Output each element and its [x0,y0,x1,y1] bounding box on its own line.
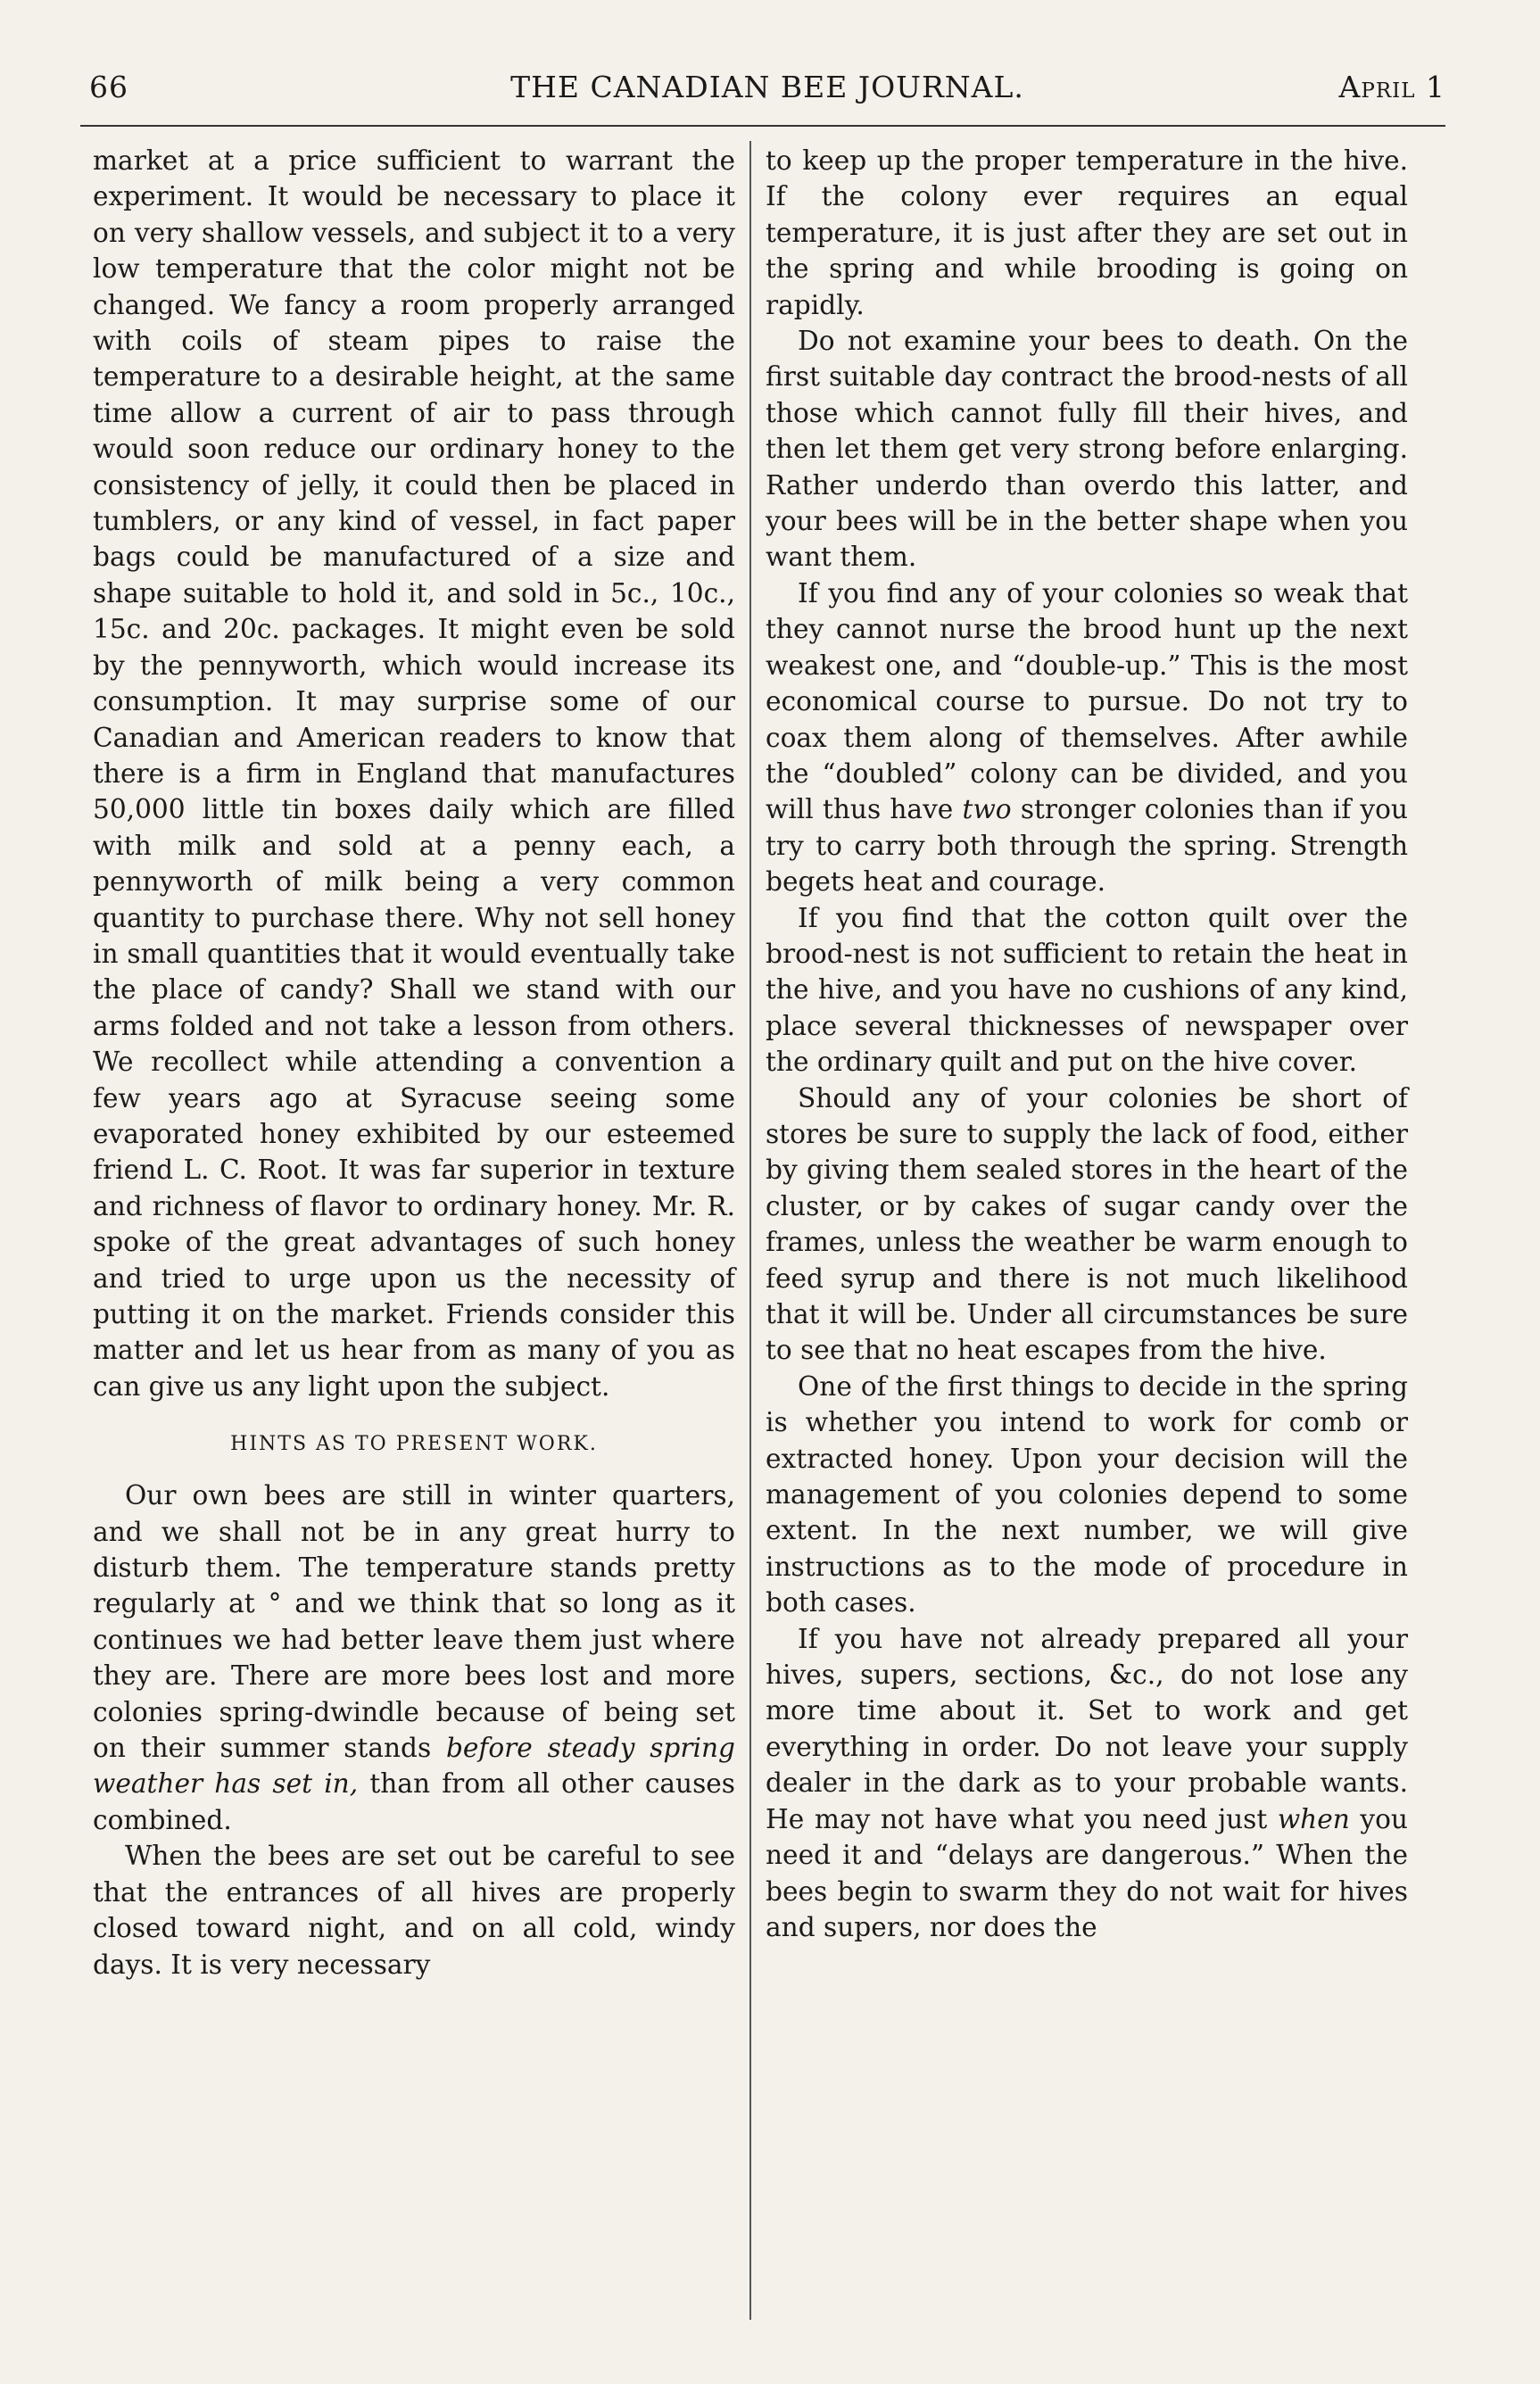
left-column [93,143,735,1983]
italic-phrase: before steady spring weather has set in, [93,1733,735,1800]
paragraph-text: stronger colonies than if you try to carry both through the spring. Strength begets heat and courage. [766,794,1408,898]
journal-title: THE CANADIAN BEE JOURNAL. [510,70,1024,104]
header-rule [80,125,1445,127]
paragraph: When the bees are set out be careful to see that the entrances of all hives are properly closed toward night, and on all cold, windy days. It is very necessary [93,1841,735,1980]
italic-word: two [962,794,1012,825]
paragraph-text: If you have not already prepared all your hives, supers, sections, &c., do not lose any more time about it. Set to work and get everything in order. Do not leave your supply dealer in the dark as to your probable wants. He may not have what you need just [766,1623,1408,1834]
paragraph: Should any of your colonies be short of stores be sure to supply the lack of food, either by giving them sealed stores in the heart of the cluster, or by cakes of sugar candy over the frames, unless the weather be warm enough to feed syrup and there is not much likelihood that it will be. Under all circumstances be sure to see that no heat escapes from the hive. [766,1082,1408,1366]
paragraph [766,1621,1408,1946]
paragraph-text: If you find any of your colonies so weak that they cannot nurse the brood hunt up the next weakest one, and “double-up.” This is the most economical course to pursue. Do not try to coax them along of themselves. After awhile the “doubled” colony can be divided, and you will thus have [766,577,1408,825]
paragraph [93,1478,735,1838]
paragraph: One of the first things to decide in the spring is whether you intend to work for comb or extracted honey. Upon your decision will the management of you colonies depend to some extent. In the next number, we will give instructions as to the mode of procedure in both cases. [766,1370,1408,1618]
paragraph [766,575,1408,900]
paragraph-text: you need it and “delays are dangerous.” When the bees begin to swarm they do not wait for hives and supers, nor does the [766,1803,1408,1942]
column-divider [749,141,751,2320]
paragraph: If you find that the cotton quilt over the brood-nest is not sufficient to retain the heat in the hive, and you have no cushions of any kind, place several thicknesses of newspaper over the ordinary quilt and put on the hive cover. [766,902,1408,1078]
section-heading: HINTS AS TO PRESENT WORK. [230,1433,598,1456]
paragraph-text: than from all other causes combined. [93,1768,735,1835]
paragraph: Do not examine your bees to death. On the first suitable day contract the brood-nests of all those which cannot fully fill their hives, and then let them get very strong before enlarging. Rather underdo than overdo this latter, and your bees will be in the better shape when you want them. [766,326,1408,573]
paragraph-text: Our own bees are still in winter quarters, and we shall not be in any great hurry to disturb them. The temperature stands pretty regularly at ° and we think that so long as it continues we had better leave them just where they are. There are more bees lost and more colonies spring-dwindle because of being set on their summer stands [93,1480,735,1764]
page-header [89,70,1445,123]
page-number: 66 [89,70,128,104]
italic-word: when [1277,1803,1350,1834]
right-column [766,143,1408,1945]
paragraph: to keep up the proper temperature in the hive. If the colony ever requires an equal temperature, it is just after they are set out in the spring and while brooding is going on rapidly. [766,145,1408,320]
issue-date: April 1 [1338,70,1445,104]
paragraph: market at a price sufficient to warrant the experiment. It would be necessary to place it on very shallow vessels, and subject it to a very low temperature that the color might not be changed. We fancy a room properly arranged with coils of steam pipes to raise the temperature to a desirable height, at the same time allow a current of air to pass through would soon reduce our ordinary honey to the consistency of jelly, it could then be placed in tumblers, or any kind of vessel, in fact paper bags could be manufactured of a size and shape suitable to hold it, and sold in 5c., 10c., 15c. and 20c. packages. It might even be sold by the pennyworth, which would increase its consumption. It may surprise some of our Canadian and American readers to know that there is a firm in England that manufactures 50,000 little tin boxes daily which are filled with milk and sold at a penny each, a pennyworth of milk being a very common quantity to purchase there. Why not sell honey in small quantities that it would eventually take the place of candy? Shall we stand with our arms folded and not take a lesson from others. We recollect while attending a convention a few years ago at Syracuse seeing some evaporated honey exhibited by our esteemed friend L. C. Root. It was far superior in texture and richness of flavor to ordinary honey. Mr. R. spoke of the great advantages of such honey and tried to urge upon us the necessity of putting it on the market. Friends consider this matter and let us hear from as many of you as can give us any light upon the subject. [93,145,735,1402]
